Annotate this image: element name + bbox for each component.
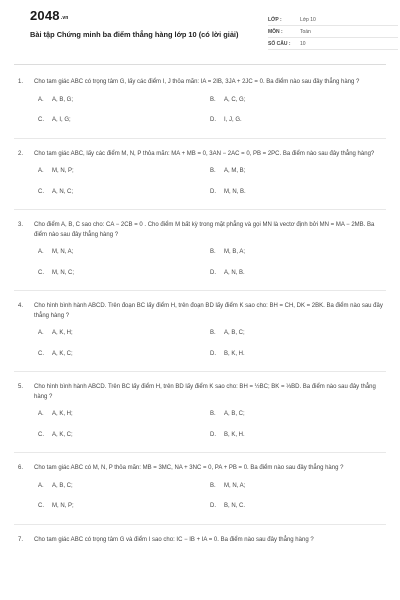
option-letter: B. (210, 482, 216, 489)
question (18, 302, 386, 359)
option-letter: D. (210, 431, 216, 438)
question-stem (18, 383, 386, 402)
answer-option[interactable] (38, 329, 210, 339)
option-letter: B. (210, 168, 216, 174)
answer-option[interactable] (38, 188, 210, 198)
question-text: Cho hình bình hành ABCD. Trên đoạn BC lấy điểm H, trên đoạn BD lấy điểm K sao cho: BH = CH, DK = 2BK. Ba điểm nào sau đây thẳng hàng ? (34, 303, 383, 319)
option-text: A, K, C; (52, 431, 73, 438)
question (18, 221, 386, 278)
option-text: M, N, C; (52, 269, 74, 276)
answer-option[interactable] (38, 410, 210, 420)
option-text: A, B, C; (52, 482, 73, 489)
answer-option[interactable] (38, 167, 210, 177)
logo-main: 2048 (30, 8, 60, 23)
answer-option[interactable] (38, 350, 210, 360)
question-number: 6. (18, 465, 24, 471)
answer-option[interactable] (210, 96, 370, 106)
question-stem (18, 221, 386, 240)
option-text: A, B, G; (52, 96, 74, 103)
document-header (16, 0, 384, 64)
answer-option[interactable] (38, 269, 210, 279)
answer-option[interactable] (210, 167, 370, 177)
question-divider (14, 524, 386, 525)
answer-options (38, 167, 386, 197)
option-letter: A. (38, 249, 44, 255)
question-divider (14, 452, 386, 453)
option-text: I, J, G. (224, 117, 242, 123)
question-text: Cho tam giác ABC có M, N, P thỏa mãn: MB = 3MC, NA + 3NC = 0, PA + PB = 0. Ba điểm nào sau đây thẳng hàng ? (34, 465, 344, 471)
option-letter: B. (210, 330, 216, 336)
option-letter: A. (38, 168, 44, 174)
meta-value: 10 (300, 40, 306, 47)
option-letter: D. (210, 117, 216, 123)
meta-row-count (268, 38, 398, 50)
option-text: A, N, B. (224, 269, 245, 276)
answer-options (38, 248, 386, 278)
answer-option[interactable] (210, 248, 370, 258)
question-stem (18, 78, 386, 88)
option-letter: C. (38, 503, 44, 509)
question-number: 1. (18, 79, 24, 85)
meta-key: MÔN : (268, 28, 283, 35)
question-divider (14, 209, 386, 210)
meta-value: Toán (300, 28, 311, 35)
question-number: 3. (18, 222, 24, 228)
answer-options (38, 410, 386, 440)
option-letter: C. (38, 431, 44, 438)
answer-option[interactable] (210, 482, 370, 492)
option-text: M, B, A; (224, 249, 246, 255)
site-logo[interactable] (30, 8, 69, 23)
answer-options (38, 482, 386, 512)
question-text: Cho tam giác ABC có trọng tâm G, lấy các điểm I, J thỏa mãn: IA = 2IB, 3JA + 2JC = 0. Ba điểm nào sau đây thẳng hàng ? (34, 79, 360, 85)
answer-option[interactable] (38, 248, 210, 258)
answer-option[interactable] (38, 96, 210, 106)
option-text: A, K, H; (52, 330, 73, 336)
option-text: M, N, P; (52, 168, 74, 174)
question-number: 2. (18, 150, 24, 157)
question-divider (14, 371, 386, 372)
option-letter: A. (38, 482, 44, 489)
option-text: B, K, H. (224, 431, 245, 438)
question-text: Cho điểm A, B, C sao cho: CA − 2CB = 0 . Cho điểm M bất kỳ trong mặt phẳng và gọi MN là vectơ định bởi MN = MA − 2MB. Ba điểm nào sau đây thẳng hàng ? (34, 222, 375, 238)
option-text: A, B, C; (224, 411, 245, 417)
answer-option[interactable] (38, 116, 210, 126)
answer-option[interactable] (210, 502, 370, 512)
option-letter: C. (38, 117, 44, 123)
question-number: 5. (18, 384, 24, 390)
logo-suffix: .vn (60, 15, 69, 21)
option-text: A, I, G; (52, 117, 71, 123)
question-text: Cho tam giác ABC có trọng tâm G và điểm I sao cho: IC − IB + IA = 0. Ba điểm nào sau đây thẳng hàng ? (34, 536, 314, 543)
answer-option[interactable] (210, 350, 370, 360)
meta-table (268, 14, 398, 50)
answer-option[interactable] (210, 269, 370, 279)
option-letter: B. (210, 249, 216, 255)
question-stem (18, 302, 386, 321)
page-title: Bài tập Chứng minh ba điểm thẳng hàng lớp 10 (có lời giải) (30, 30, 239, 39)
meta-row-class (268, 14, 398, 26)
option-letter: C. (38, 188, 44, 195)
meta-key: LỚP : (268, 16, 282, 23)
answer-options (38, 96, 386, 126)
answer-option[interactable] (210, 431, 370, 441)
option-letter: B. (210, 411, 216, 417)
option-text: M, N, B. (224, 188, 246, 195)
option-letter: C. (38, 269, 44, 276)
answer-option[interactable] (210, 188, 370, 198)
option-letter: D. (210, 269, 216, 276)
header-divider (14, 64, 386, 65)
question-stem (18, 536, 386, 546)
question (18, 536, 386, 546)
answer-option[interactable] (210, 410, 370, 420)
option-text: A, M, B; (224, 168, 246, 174)
option-letter: D. (210, 350, 216, 357)
option-text: A, K, H; (52, 411, 73, 417)
question-stem (18, 150, 386, 160)
question-list (18, 78, 386, 545)
question (18, 78, 386, 126)
option-text: B, N, C. (224, 503, 246, 509)
option-letter: D. (210, 503, 216, 509)
question (18, 464, 386, 512)
meta-key: SỐ CÂU : (268, 40, 291, 47)
answer-option[interactable] (38, 502, 210, 512)
option-text: A, K, C; (52, 350, 73, 357)
question (18, 150, 386, 198)
question-number: 7. (18, 536, 24, 543)
option-text: M, N, A; (224, 482, 246, 489)
question-divider (14, 138, 386, 139)
meta-value: Lớp 10 (300, 16, 316, 23)
option-letter: D. (210, 188, 216, 195)
option-text: M, N, A; (52, 249, 74, 255)
question-text: Cho hình bình hành ABCD. Trên BC lấy điểm H, trên BD lấy điểm K sao cho: BH = ½BC; BK = ⅓BD. Ba điểm nào sau đây thẳng hàng ? (34, 384, 376, 400)
answer-options (38, 329, 386, 359)
answer-option[interactable] (38, 431, 210, 441)
option-text: A, C, G; (224, 96, 246, 103)
answer-option[interactable] (38, 482, 210, 492)
question-number: 4. (18, 303, 24, 309)
option-letter: B. (210, 96, 216, 103)
question-text: Cho tam giác ABC, lấy các điểm M, N, P thỏa mãn: MA + MB = 0, 3AN − 2AC = 0, PB = 2PC. Ba điểm nào sau đây thẳng hàng? (34, 150, 375, 157)
question (18, 383, 386, 440)
option-letter: A. (38, 330, 44, 336)
meta-row-subject (268, 26, 398, 38)
question-stem (18, 464, 386, 474)
answer-option[interactable] (210, 329, 370, 339)
answer-option[interactable] (210, 116, 370, 126)
option-letter: A. (38, 411, 44, 417)
option-text: A, N, C; (52, 188, 74, 195)
option-letter: C. (38, 350, 44, 357)
option-text: M, N, P; (52, 503, 74, 509)
question-divider (14, 290, 386, 291)
option-text: B, K, H. (224, 350, 245, 357)
option-text: A, B, C; (224, 330, 245, 336)
option-letter: A. (38, 96, 44, 103)
